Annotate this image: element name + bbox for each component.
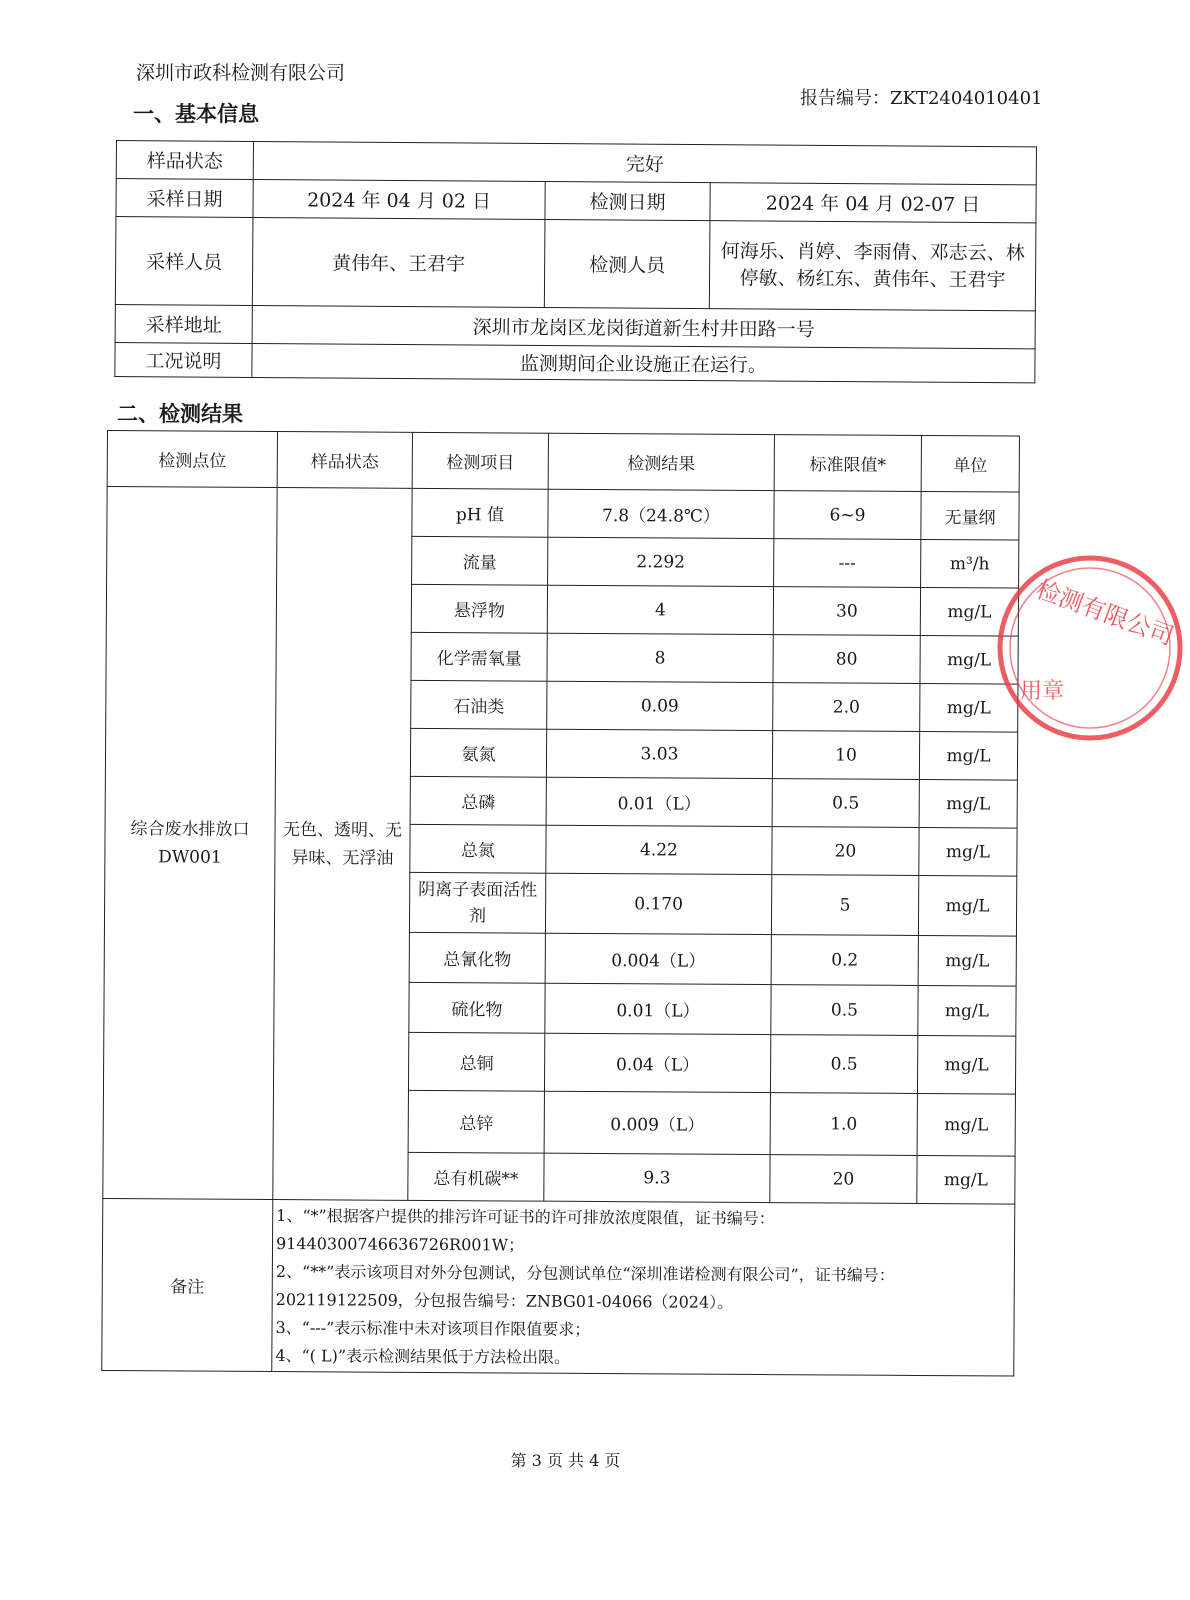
result-cell: 0.170 [545,873,771,934]
result-cell: 9.3 [544,1153,770,1202]
note-line: 2、“**”表示该项目对外分包测试，分包测试单位“深圳准诺检测有限公司”，证书编号：202119122509，分包报告编号：ZNBG01-04066（2024）。 [275,1261,895,1312]
limit-cell: 30 [773,587,920,636]
item-cell: 总磷 [410,776,546,825]
item-cell: 流量 [412,536,548,585]
notes-cell [272,1200,1015,1377]
item-cell: 总氰化物 [409,932,545,983]
company-name: 深圳市政科检测有限公司 [136,62,346,84]
header-result: 检测结果 [548,433,774,490]
unit-cell: mg/L [917,1035,1015,1094]
limit-cell: 1.0 [770,1093,917,1156]
result-cell: 0.004（L） [545,933,771,984]
sample-appearance: 无色、透明、无异味、无浮油 [273,488,412,1201]
company-seal [990,548,1190,748]
item-cell: 总铜 [408,1032,544,1091]
item-cell: 悬浮物 [411,584,547,633]
unit-cell: mg/L [920,587,1018,636]
unit-cell: 无量纲 [921,491,1019,540]
table-row [107,487,1019,541]
limit-cell: 10 [772,731,919,780]
limit-cell: 2.0 [773,683,920,732]
note-line: 1、“*”根据客户提供的排污许可证书的许可排放浓度限值，证书编号：91440300746636726R001W； [275,1205,775,1255]
unit-cell: mg/L [919,731,1017,780]
header-limit: 标准限值* [774,435,921,492]
item-cell: pH 值 [412,488,548,537]
results-table [101,430,1020,1377]
result-cell: 4 [547,585,773,634]
limit-cell: 6~9 [774,491,921,540]
address-value: 深圳市龙岗区龙岗街道新生村井田路一号 [252,305,1035,348]
sampling-date-label: 采样日期 [116,179,253,218]
header-unit: 单位 [921,435,1019,492]
limit-cell: 0.5 [770,1035,917,1094]
tester-value: 何海乐、肖婷、李雨倩、邓志云、林停敏、杨红东、黄伟年、王君宇 [709,221,1036,311]
test-date-value: 2024 年 04 月 02-07 日 [710,183,1036,223]
results-header-row [107,431,1019,493]
result-cell: 0.01（L） [545,983,771,1034]
item-cell: 总锌 [408,1090,544,1153]
seal-text-bottom: 用章 [1020,679,1065,704]
item-cell: 氨氮 [410,728,546,777]
result-cell: 0.01（L） [546,777,772,826]
section-basic-info-title: 一、基本信息 [133,102,259,126]
item-cell: 总氮 [410,824,546,873]
notes-label: 备注 [102,1198,273,1371]
test-date-label: 检测日期 [545,181,710,220]
notes-row [102,1198,1015,1376]
unit-cell: mg/L [918,985,1016,1036]
unit-cell: mg/L [918,935,1016,986]
basic-info-table [114,140,1037,383]
address-label: 采样地址 [115,304,252,343]
sampler-value: 黄伟年、王君宇 [252,217,545,307]
limit-cell: --- [774,539,921,588]
result-cell: 7.8（24.8℃） [548,489,774,538]
unit-cell: mg/L [919,779,1017,828]
monitoring-point: 综合废水排放口DW001 [103,487,277,1200]
sampler-label: 采样人员 [115,217,253,306]
header-point: 检测点位 [107,431,277,488]
note-line: 3、“---”表示标准中未对该项目作限值要求； [275,1317,591,1339]
limit-cell: 5 [771,875,918,936]
result-cell: 2.292 [548,537,774,586]
result-cell: 3.03 [546,729,772,778]
item-cell: 阴离子表面活性剂 [409,872,545,933]
limit-cell: 80 [773,635,920,684]
limit-cell: 0.2 [771,935,918,986]
seal-text: 检测有限公司 [1032,575,1178,651]
unit-cell: mg/L [917,1155,1015,1204]
unit-cell: mg/L [919,827,1017,876]
result-cell: 0.04（L） [544,1033,770,1092]
condition-label: 工况说明 [115,342,252,377]
page-number: 第 3 页 共 4 页 [510,1451,621,1470]
sample-state-value: 完好 [253,141,1036,184]
header-item: 检测项目 [412,432,548,489]
limit-cell: 20 [770,1155,917,1204]
unit-cell: mg/L [918,875,1016,936]
item-cell: 石油类 [411,680,547,729]
result-cell: 0.09 [547,681,773,730]
unit-cell: m³/h [921,539,1019,588]
limit-cell: 0.5 [771,985,918,1036]
limit-cell: 0.5 [772,779,919,828]
unit-cell: mg/L [917,1093,1015,1156]
condition-value: 监测期间企业设施正在运行。 [252,343,1035,382]
section-results-title: 二、检测结果 [117,402,243,426]
result-cell: 8 [547,633,773,682]
tester-label: 检测人员 [544,219,710,308]
header-sample-state: 样品状态 [277,432,412,489]
sample-state-label: 样品状态 [116,141,253,180]
unit-cell: mg/L [920,683,1018,732]
result-cell: 4.22 [546,825,772,874]
note-line: 4、“( L)”表示检测结果低于方法检出限。 [275,1345,571,1367]
seal-ring [1000,558,1180,738]
item-cell: 总有机碳** [408,1152,544,1201]
sampling-date-value: 2024 年 04 月 02 日 [253,179,545,219]
result-cell: 0.009（L） [544,1091,770,1154]
item-cell: 化学需氧量 [411,632,547,681]
limit-cell: 20 [772,827,919,876]
item-cell: 硫化物 [409,982,545,1033]
unit-cell: mg/L [920,635,1018,684]
report-number: 报告编号：ZKT2404010401 [800,88,1043,109]
